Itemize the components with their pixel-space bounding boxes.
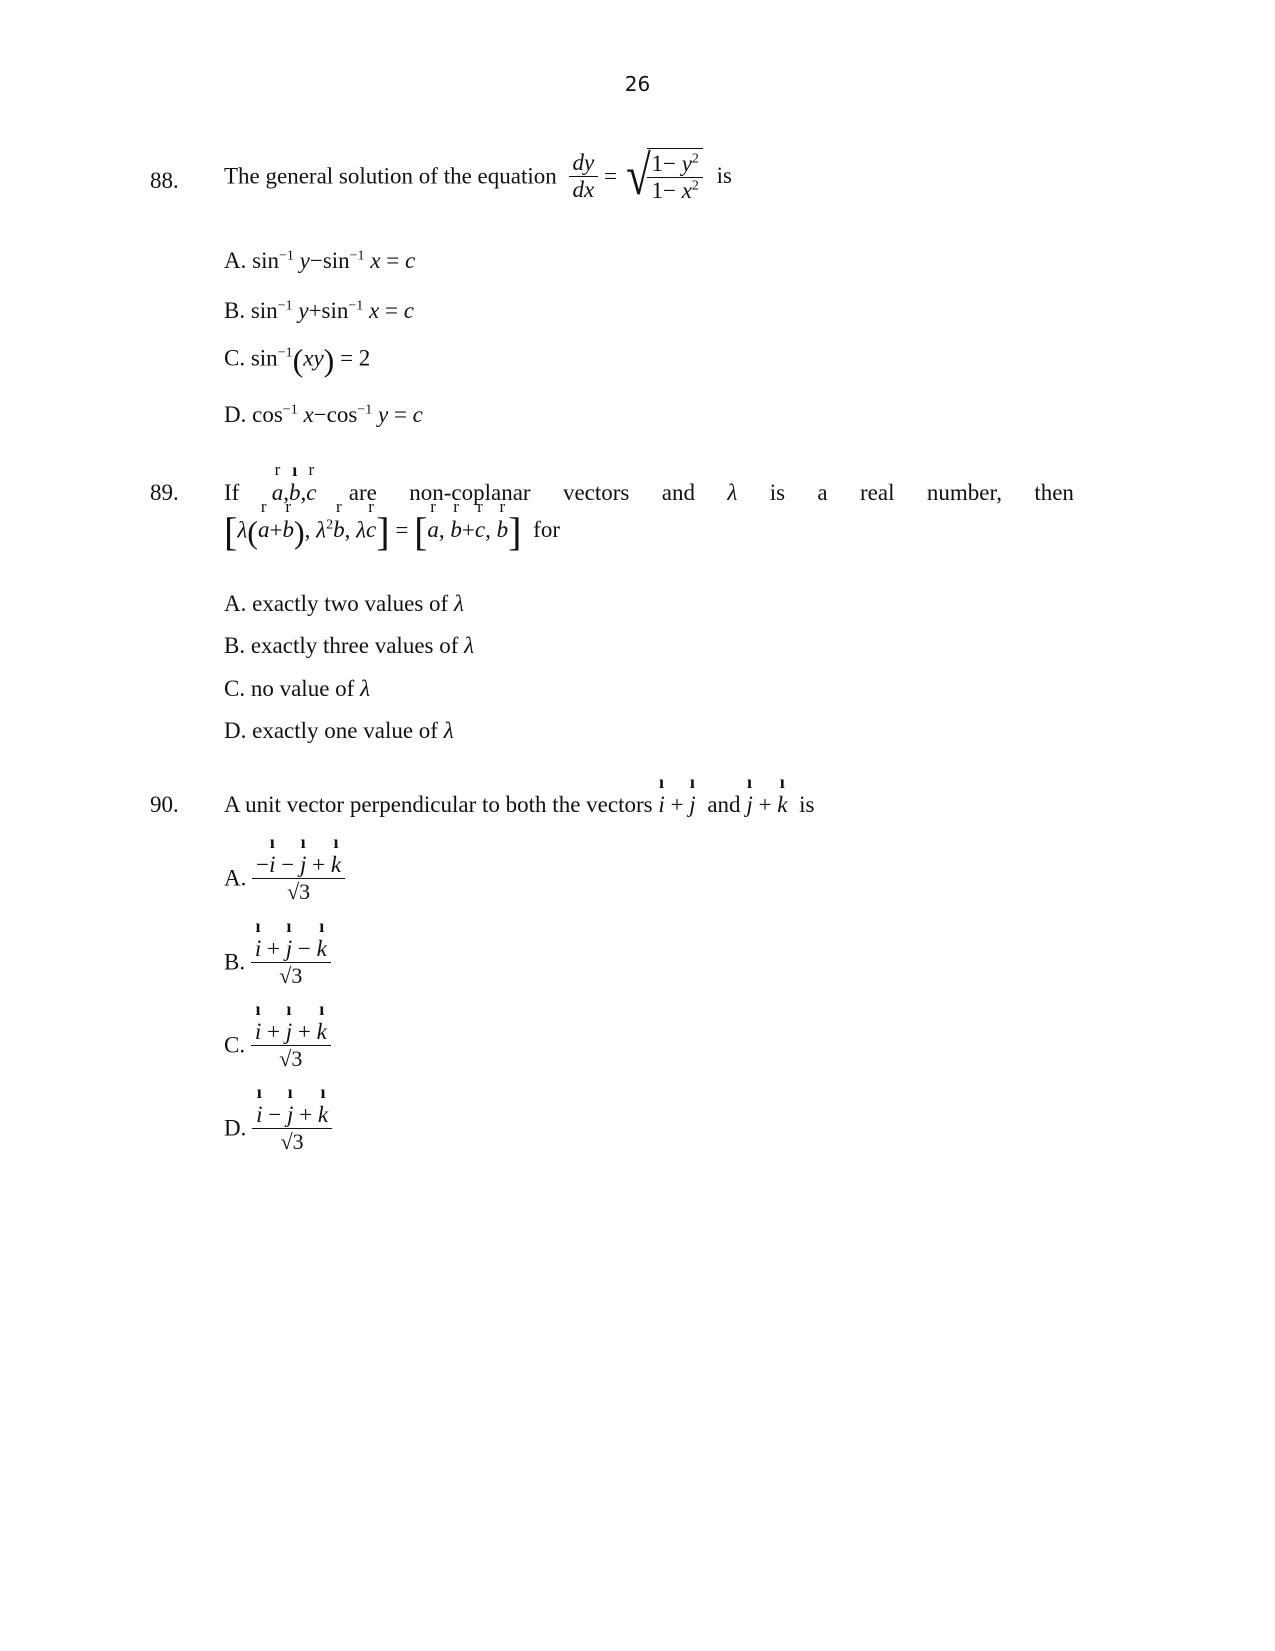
question-90-option-c: C. ı $\frac{\text{i + ı j + ı k}}{√3}$ [224, 1019, 331, 1072]
question-90-number: 90. [150, 792, 179, 817]
question-90-stem: A unit vector perpendicular to both the vectors ı i + ı j and ı j + ı k is [224, 792, 815, 818]
stem-word: a [817, 480, 828, 505]
stem-word: and [661, 480, 695, 505]
question-90-option-a: A. $\frac{\text{−ı i − ı j + ı k}}{√3}$ [224, 852, 345, 905]
option-label: D. [224, 718, 247, 743]
vectors-abc: r a,ı b,r c [272, 480, 317, 506]
option-text: no value of [250, 676, 355, 701]
question-90-option-b: B. ı $\frac{\text{i + ı j − ı k}}{√3}$ [224, 936, 331, 989]
stem-word: non-coplanar [409, 480, 531, 505]
question-88-option-c: C. $\sin^{-1}(xy) = 2$ [224, 342, 371, 378]
question-89-option-a: A. exactly two values of λ [224, 591, 464, 616]
question-90-option-d: D. ı $\frac{\text{i − ı j + ı k}}{√3}$ [224, 1102, 332, 1155]
page-number: 26 [624, 72, 651, 96]
question-89-option-c: C. no value of λ [224, 676, 371, 701]
question-89-stem-line-1 [224, 480, 1074, 506]
stem-word: then [1034, 480, 1074, 505]
stem-word: is [769, 480, 786, 505]
question-88-stem: The general solution of the equation $\frac{dy}{dx}$ = √ $\frac{1- y^2}{1- x^2}$ is [224, 145, 732, 208]
question-89-stem-suffix: for [533, 517, 560, 543]
option-label: A. [224, 591, 247, 616]
dy-dx-fraction: $\frac{dy}{dx}$ [569, 150, 599, 204]
option-text: exactly one value of [252, 718, 438, 743]
stem-word: number, [926, 480, 1002, 505]
option-label: C. [224, 1032, 246, 1058]
question-90-stem-suffix: is [799, 792, 815, 817]
option-label: B. [224, 949, 246, 975]
option-label: C. [224, 676, 246, 701]
sqrt-expression: √ $\frac{1- y^2}{1- x^2}$ [623, 148, 703, 205]
option-label: B. [224, 633, 246, 658]
option-label: D. [224, 402, 247, 427]
option-label: C. [224, 345, 246, 371]
option-text: exactly three values of [250, 633, 459, 658]
question-89-option-b: B. exactly three values of λ [224, 633, 475, 658]
option-label: A. [224, 865, 247, 891]
lambda-symbol: λ [727, 480, 738, 505]
question-88-number: 88. [150, 168, 179, 193]
stem-word: are [348, 480, 377, 505]
question-88-stem-prefix: The general solution of the equation [224, 163, 557, 189]
question-88-option-a: A. $\sin^{-1} y-\sin^{-1}$ x = c [224, 248, 416, 273]
stem-word: If [224, 480, 240, 505]
question-90-stem-prefix: A unit vector perpendicular to both the vectors [224, 792, 653, 817]
stem-word: real [860, 480, 895, 505]
option-label: B. [224, 298, 246, 323]
stem-word: vectors [562, 480, 630, 505]
question-89-number: 89. [150, 480, 179, 505]
question-89-option-d: D. exactly one value of λ [224, 718, 454, 743]
option-label: D. [224, 1115, 247, 1141]
question-88-stem-suffix: is [716, 163, 732, 189]
question-89-stem-line-2: [λ(r a+r b), $\lambda^2r$ b, λr c] = [r a, r b+r c, r b] for [224, 512, 560, 552]
option-text: exactly two values of [252, 591, 449, 616]
option-label: A. [224, 248, 247, 273]
question-88-option-d: D. $\cos^{-1} x-\cos^{-1}$ y = c [224, 402, 423, 427]
question-88-option-b: B. $\sin^{-1} y+\sin^{-1}$ x = c [224, 298, 414, 323]
question-90-stem-and: and [707, 792, 741, 817]
